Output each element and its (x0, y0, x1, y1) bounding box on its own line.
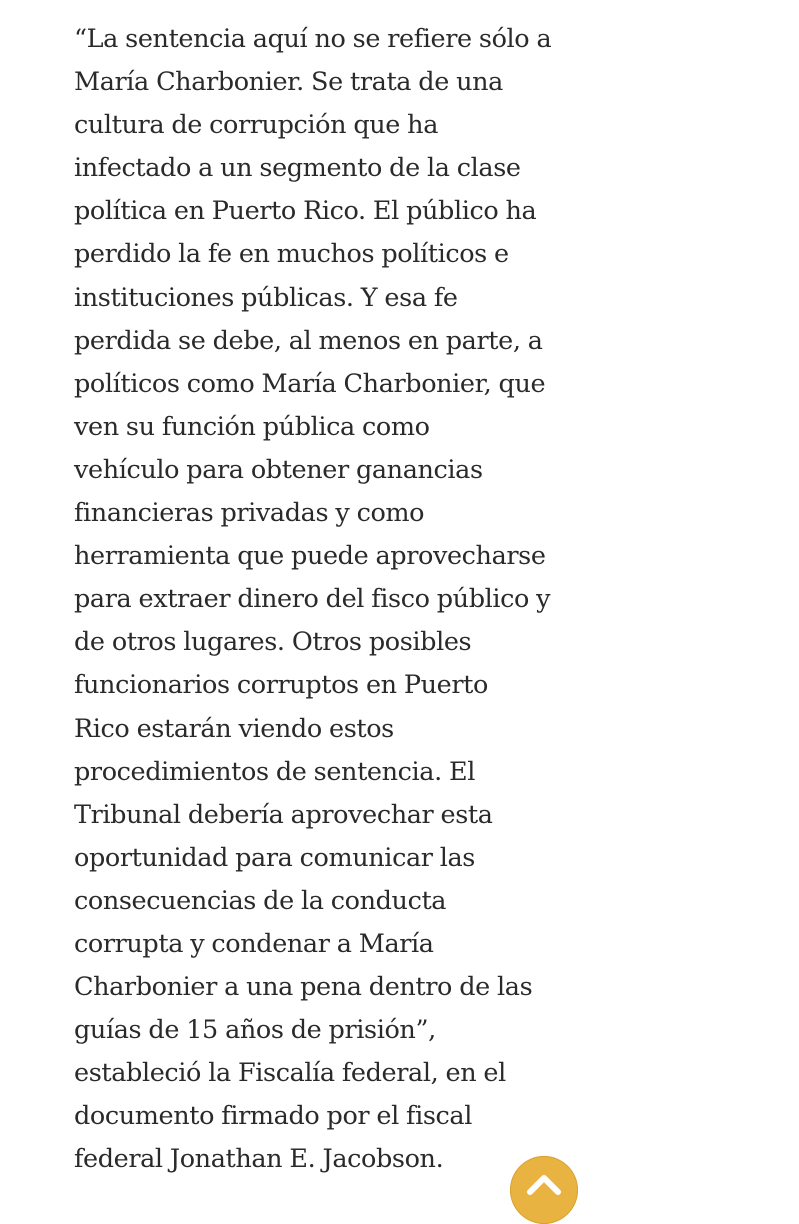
article-line: instituciones públicas. Y esa fe (74, 282, 458, 313)
scroll-to-top-button[interactable] (510, 1156, 578, 1224)
article-line: estableció la Fiscalía federal, en el (74, 1058, 506, 1089)
article-line: política en Puerto Rico. El público ha (74, 196, 537, 227)
article-line: oportunidad para comunicar las (74, 842, 475, 873)
article-body (74, 18, 564, 1182)
article-line: para extraer dinero del fisco público y (74, 584, 551, 615)
article-line: infectado a un segmento de la clase (74, 153, 521, 184)
article-line: procedimientos de sentencia. El (74, 756, 475, 787)
article-line: consecuencias de la conducta (74, 885, 447, 916)
article-line: funcionarios corruptos en Puerto (74, 670, 488, 701)
article-line: ven su función pública como (74, 411, 430, 442)
chevron-up-icon (524, 1168, 564, 1198)
article-line: Rico estarán viendo estos (74, 713, 394, 744)
article-line: perdido la fe en muchos políticos e (74, 239, 509, 270)
article-line: María Charbonier. Se trata de una (74, 67, 503, 98)
article-line: “La sentencia aquí no se refiere sólo a (74, 24, 552, 54)
article-line: financieras privadas y como (74, 498, 425, 529)
article-line: de otros lugares. Otros posibles (74, 627, 472, 658)
article-line: perdida se debe, al menos en parte, a (74, 325, 543, 356)
article-line: corrupta y condenar a María (74, 928, 434, 959)
article-line: vehículo para obtener ganancias (74, 454, 483, 485)
article-line: cultura de corrupción que ha (74, 110, 438, 141)
article-line: Charbonier a una pena dentro de las (74, 972, 533, 1003)
article-line: federal Jonathan E. Jacobson. (74, 1144, 444, 1175)
article-line: Tribunal debería aprovechar esta (74, 799, 493, 830)
article-line: documento firmado por el fiscal (74, 1101, 472, 1132)
article-line: guías de 15 años de prisión”, (74, 1015, 436, 1046)
article-line: herramienta que puede aprovecharse (74, 541, 546, 572)
article-line: políticos como María Charbonier, que (74, 368, 546, 399)
